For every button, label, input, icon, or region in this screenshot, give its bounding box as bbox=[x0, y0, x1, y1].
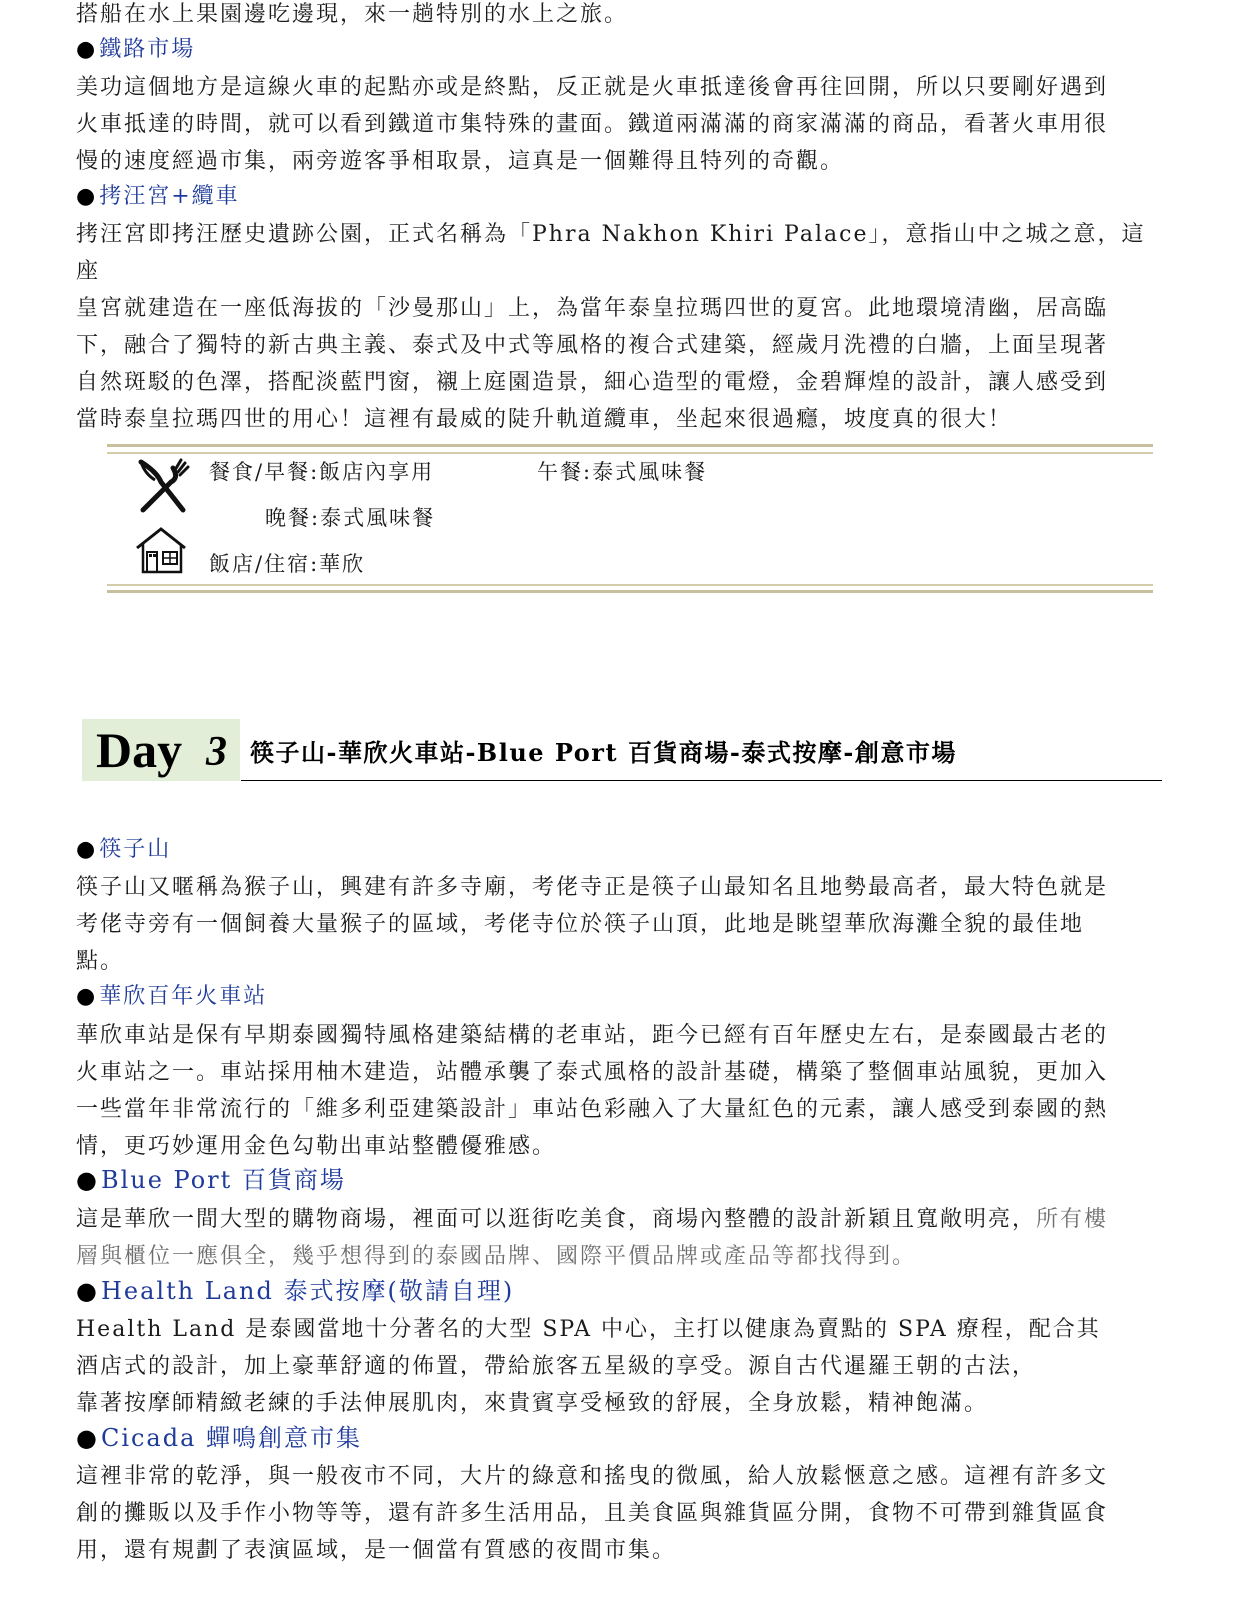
hotel-label: 飯店/住宿:華欣 bbox=[209, 552, 366, 576]
dinner-label: 晚餐:泰式風味餐 bbox=[265, 506, 436, 530]
paragraph-chopstick-hill: 筷子山又暱稱為猴子山，興建有許多寺廟，考佬寺正是筷子山最知名且地勢最高者，最大特色就是 考佬寺旁有一個飼養大量猴子的區域，考佬寺位於筷子山頂，此地是眺望華欣海灘全貌的最佳地 點。 bbox=[76, 875, 1109, 974]
fork-knife-icon bbox=[135, 458, 191, 518]
paragraph-health-land: Health Land 是泰國當地十分著名的大型 SPA 中心，主打以健康為賣點的 SPA 療程，配合其 酒店式的設計，加上豪華舒適的佈置，帶給旅客五星級的享受。源自古代暹羅王朝的古法， 靠著按摩師精緻老練的手法伸展肌肉，來貴賓享受極致的舒展，全身放鬆，精神飽滿。 bbox=[76, 1317, 1101, 1416]
heading-hua-hin-station: ●華欣百年火車站 bbox=[76, 984, 268, 1009]
bullet-icon: ● bbox=[76, 1424, 99, 1452]
bullet-icon: ● bbox=[76, 1166, 99, 1194]
bullet-icon: ● bbox=[76, 1277, 99, 1305]
day-title: 筷子山-華欣火車站-Blue Port 百貨商場-泰式按摩-創意市場 bbox=[250, 738, 957, 767]
meal-box-bottom-rule-thin bbox=[107, 584, 1153, 586]
heading-blue-port: ●Blue Port 百貨商場 bbox=[76, 1166, 346, 1194]
intro-line: 搭船在水上果園邊吃邊現，來一趟特別的水上之旅。 bbox=[76, 2, 629, 27]
meal-info-box bbox=[107, 444, 1153, 594]
bullet-icon: ● bbox=[76, 984, 98, 1009]
house-icon bbox=[135, 526, 187, 578]
heading-health-land: ●Health Land 泰式按摩(敬請自理) bbox=[76, 1277, 515, 1305]
paragraph-cicada-market: 這裡非常的乾淨，與一般夜市不同，大片的綠意和搖曳的微風，給人放鬆愜意之感。這裡有許多文 創的攤販以及手作小物等等，還有許多生活用品，且美食區與雜貨區分開，食物不可帶到雜貨區食 用，還有規劃了表演區域，是一個當有質感的夜間市集。 bbox=[76, 1464, 1109, 1563]
paragraph-palace: 拷汪宮即拷汪歷史遺跡公園，正式名稱為「Phra Nakhon Khiri Palace」，意指山中之城之意，這座 皇宮就建造在一座低海拔的「沙曼那山」上，為當年泰皇拉瑪四世的夏宮。此地環境清幽，居高臨 下，融合了獨特的新古典主義、泰式及中式等風格的複合式建築，經歲月洗禮的白牆，上面呈現著 自然斑駁的色澤，搭配淡藍門窗，襯上庭園造景，細心造型的電燈，金碧輝煌的設計，讓人感受到 當時泰皇拉瑪四世的用心！這裡有最威的陡升軌道纜車，坐起來很過癮，坡度真的很大！ bbox=[76, 222, 1146, 432]
heading-cicada-market: ●Cicada 蟬鳴創意市集 bbox=[76, 1424, 363, 1452]
meal-box-bottom-rule bbox=[107, 590, 1153, 593]
bullet-icon: ● bbox=[76, 184, 98, 209]
paragraph-hua-hin-station: 華欣車站是保有早期泰國獨特風格建築結構的老車站，距今已經有百年歷史左右，是泰國最古老的 火車站之一。車站採用柚木建造，站體承襲了泰式風格的設計基礎，構築了整個車站風貌，更加入 一些當年非常流行的「維多利亞建築設計」車站色彩融入了大量紅色的元素，讓人感受到泰國的熱 情，更巧妙運用金色勾勒出車站整體優雅感。 bbox=[76, 1023, 1109, 1159]
day-number: 3 bbox=[206, 729, 227, 775]
day-word: Day bbox=[96, 722, 183, 778]
paragraph-blue-port: 這是華欣一間大型的購物商場，裡面可以逛街吃美食，商場內整體的設計新穎且寬敞明亮，所有樓 層與櫃位一應俱全，幾乎想得到的泰國品牌、國際平價品牌或產品等都找得到。 bbox=[76, 1207, 1109, 1269]
bullet-icon: ● bbox=[76, 37, 98, 62]
day-title-underline bbox=[241, 780, 1162, 781]
meal-box-top-rule bbox=[107, 444, 1153, 447]
heading-palace: ●拷汪宮+纜車 bbox=[76, 184, 240, 209]
heading-chopstick-hill: ●筷子山 bbox=[76, 837, 172, 862]
heading-railway-market: ●鐵路市場 bbox=[76, 37, 196, 62]
lunch-label: 午餐:泰式風味餐 bbox=[537, 460, 708, 484]
paragraph-railway-market: 美功這個地方是這線火車的起點亦或是終點，反正就是火車抵達後會再往回開，所以只要剛好遇到 火車抵達的時間，就可以看到鐵道市集特殊的畫面。鐵道兩滿滿的商家滿滿的商品，看著火車用很 慢的速度經過市集，兩旁遊客爭相取景，這真是一個難得且特列的奇觀。 bbox=[76, 75, 1109, 174]
meal-box-top-rule-thin bbox=[107, 452, 1153, 454]
bullet-icon: ● bbox=[76, 837, 98, 862]
breakfast-label: 餐食/早餐:飯店內享用 bbox=[209, 460, 435, 484]
